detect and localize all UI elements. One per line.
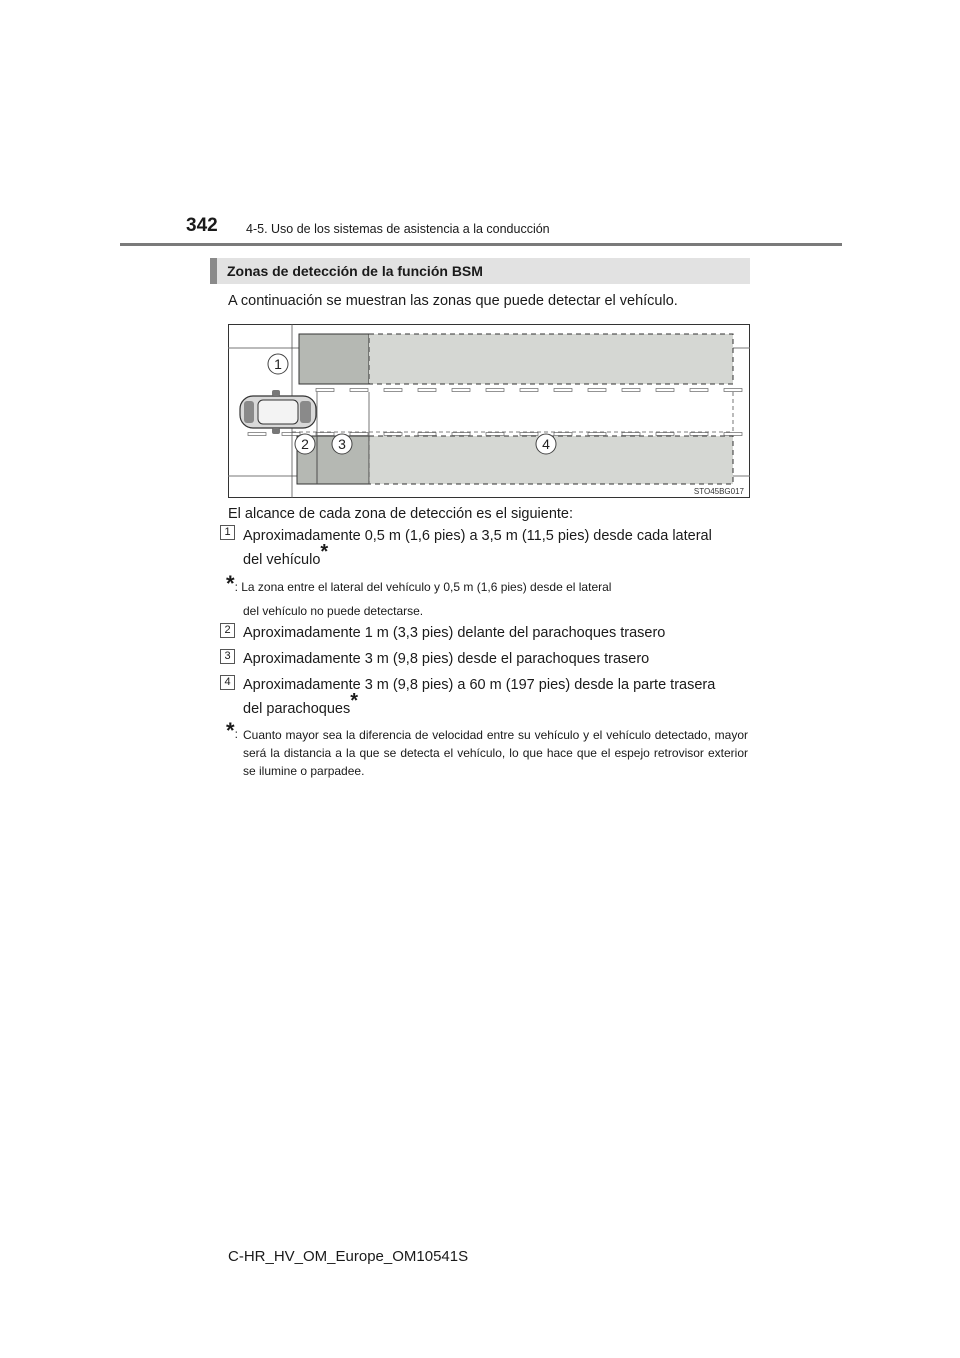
lane-dash [520, 389, 538, 392]
bsm-detection-diagram [228, 324, 750, 498]
car-icon [240, 390, 316, 434]
callout-3 [332, 434, 352, 454]
image-code: STO45BG017 [693, 487, 744, 496]
lane-dash [656, 389, 674, 392]
section-title-bar [210, 258, 750, 284]
item-4-number: 4 [220, 675, 235, 690]
lane-dash [588, 433, 606, 436]
footer-doc-id: C-HR_HV_OM_Europe_OM10541S [228, 1248, 469, 1265]
lane-dash [350, 433, 368, 436]
item-3-number: 3 [220, 649, 235, 664]
lane-dash [384, 389, 402, 392]
item-1-text-line2: del vehículo [243, 551, 321, 568]
header-rule [120, 243, 842, 246]
lane-dash [282, 433, 300, 436]
callout-2 [295, 434, 315, 454]
lane-dash [520, 433, 538, 436]
lane-dash [316, 433, 334, 436]
callout-1 [268, 354, 288, 374]
note-4-asterisk: * [226, 718, 235, 743]
lane-dash [724, 389, 742, 392]
intro-text: A continuación se muestran las zonas que puede detectar el vehículo. [228, 293, 678, 309]
lane-dash [554, 389, 572, 392]
section-title: Zonas de detección de la función BSM [227, 263, 483, 279]
range-intro: El alcance de cada zona de detección es el siguiente: [228, 506, 574, 522]
svg-text:3: 3 [338, 436, 346, 452]
note-1-line2: del vehículo no puede detectarse. [243, 604, 424, 618]
lane-dash [622, 389, 640, 392]
lane-dash [690, 389, 708, 392]
item-3-text: Aproximadamente 3 m (9,8 pies) desde el parachoques trasero [243, 651, 650, 667]
lane-dash [486, 433, 504, 436]
lane-dash [384, 433, 402, 436]
item-1-note: *: La zona entre el lateral del vehículo y 0,5 m (1,6 pies) desde el lateral [226, 571, 612, 596]
item-2-number: 2 [220, 623, 235, 638]
lane-dash [554, 433, 572, 436]
item-1-text [243, 525, 744, 571]
note-4-marker: *: [226, 718, 238, 743]
asterisk-1: * [320, 541, 329, 563]
section-header: 4-5. Uso de los sistemas de asistencia a la conducción [246, 222, 550, 236]
item-4-text [243, 674, 744, 720]
zone-1-extended [369, 334, 733, 384]
lane-dash [316, 389, 334, 392]
lane-dash [248, 433, 266, 436]
item-4-text-line2: del parachoques [243, 700, 351, 717]
item-1-text-line1: Aproximadamente 0,5 m (1,6 pies) a 3,5 m (11,5 pies) desde cada lateral [243, 528, 712, 544]
lane-dash [622, 433, 640, 436]
note-1-line1: La zona entre el lateral del vehículo y 0,5 m (1,6 pies) desde el lateral [241, 580, 612, 594]
asterisk-4: * [350, 690, 359, 712]
note-1-asterisk: * [226, 571, 235, 596]
item-4-text-line1: Aproximadamente 3 m (9,8 pies) a 60 m (197 pies) desde la parte trasera [243, 677, 716, 693]
svg-text:1: 1 [274, 356, 282, 372]
lane-dash [656, 433, 674, 436]
lane-dash [588, 389, 606, 392]
zone-1-rear [299, 334, 369, 384]
lane-dash [418, 433, 436, 436]
lane-dash [418, 389, 436, 392]
lane-dash [452, 389, 470, 392]
lane-dash [350, 389, 368, 392]
item-2-text: Aproximadamente 1 m (3,3 pies) delante del parachoques trasero [243, 625, 666, 641]
item-4-note [226, 718, 748, 780]
lane-dash [452, 433, 470, 436]
lane-dash [690, 433, 708, 436]
item-1-number: 1 [220, 525, 235, 540]
page-number: 342 [186, 215, 218, 236]
svg-text:2: 2 [301, 436, 309, 452]
svg-text:4: 4 [542, 436, 550, 452]
callout-4 [536, 434, 556, 454]
note-4-text: Cuanto mayor sea la diferencia de velocidad entre su vehículo y el vehículo detectado, mayor será la distancia a la que se detecta el vehículo, lo que hace que el espejo retrovisor exterior se ilumine o parpadee. [243, 728, 748, 778]
lane-dash [486, 389, 504, 392]
